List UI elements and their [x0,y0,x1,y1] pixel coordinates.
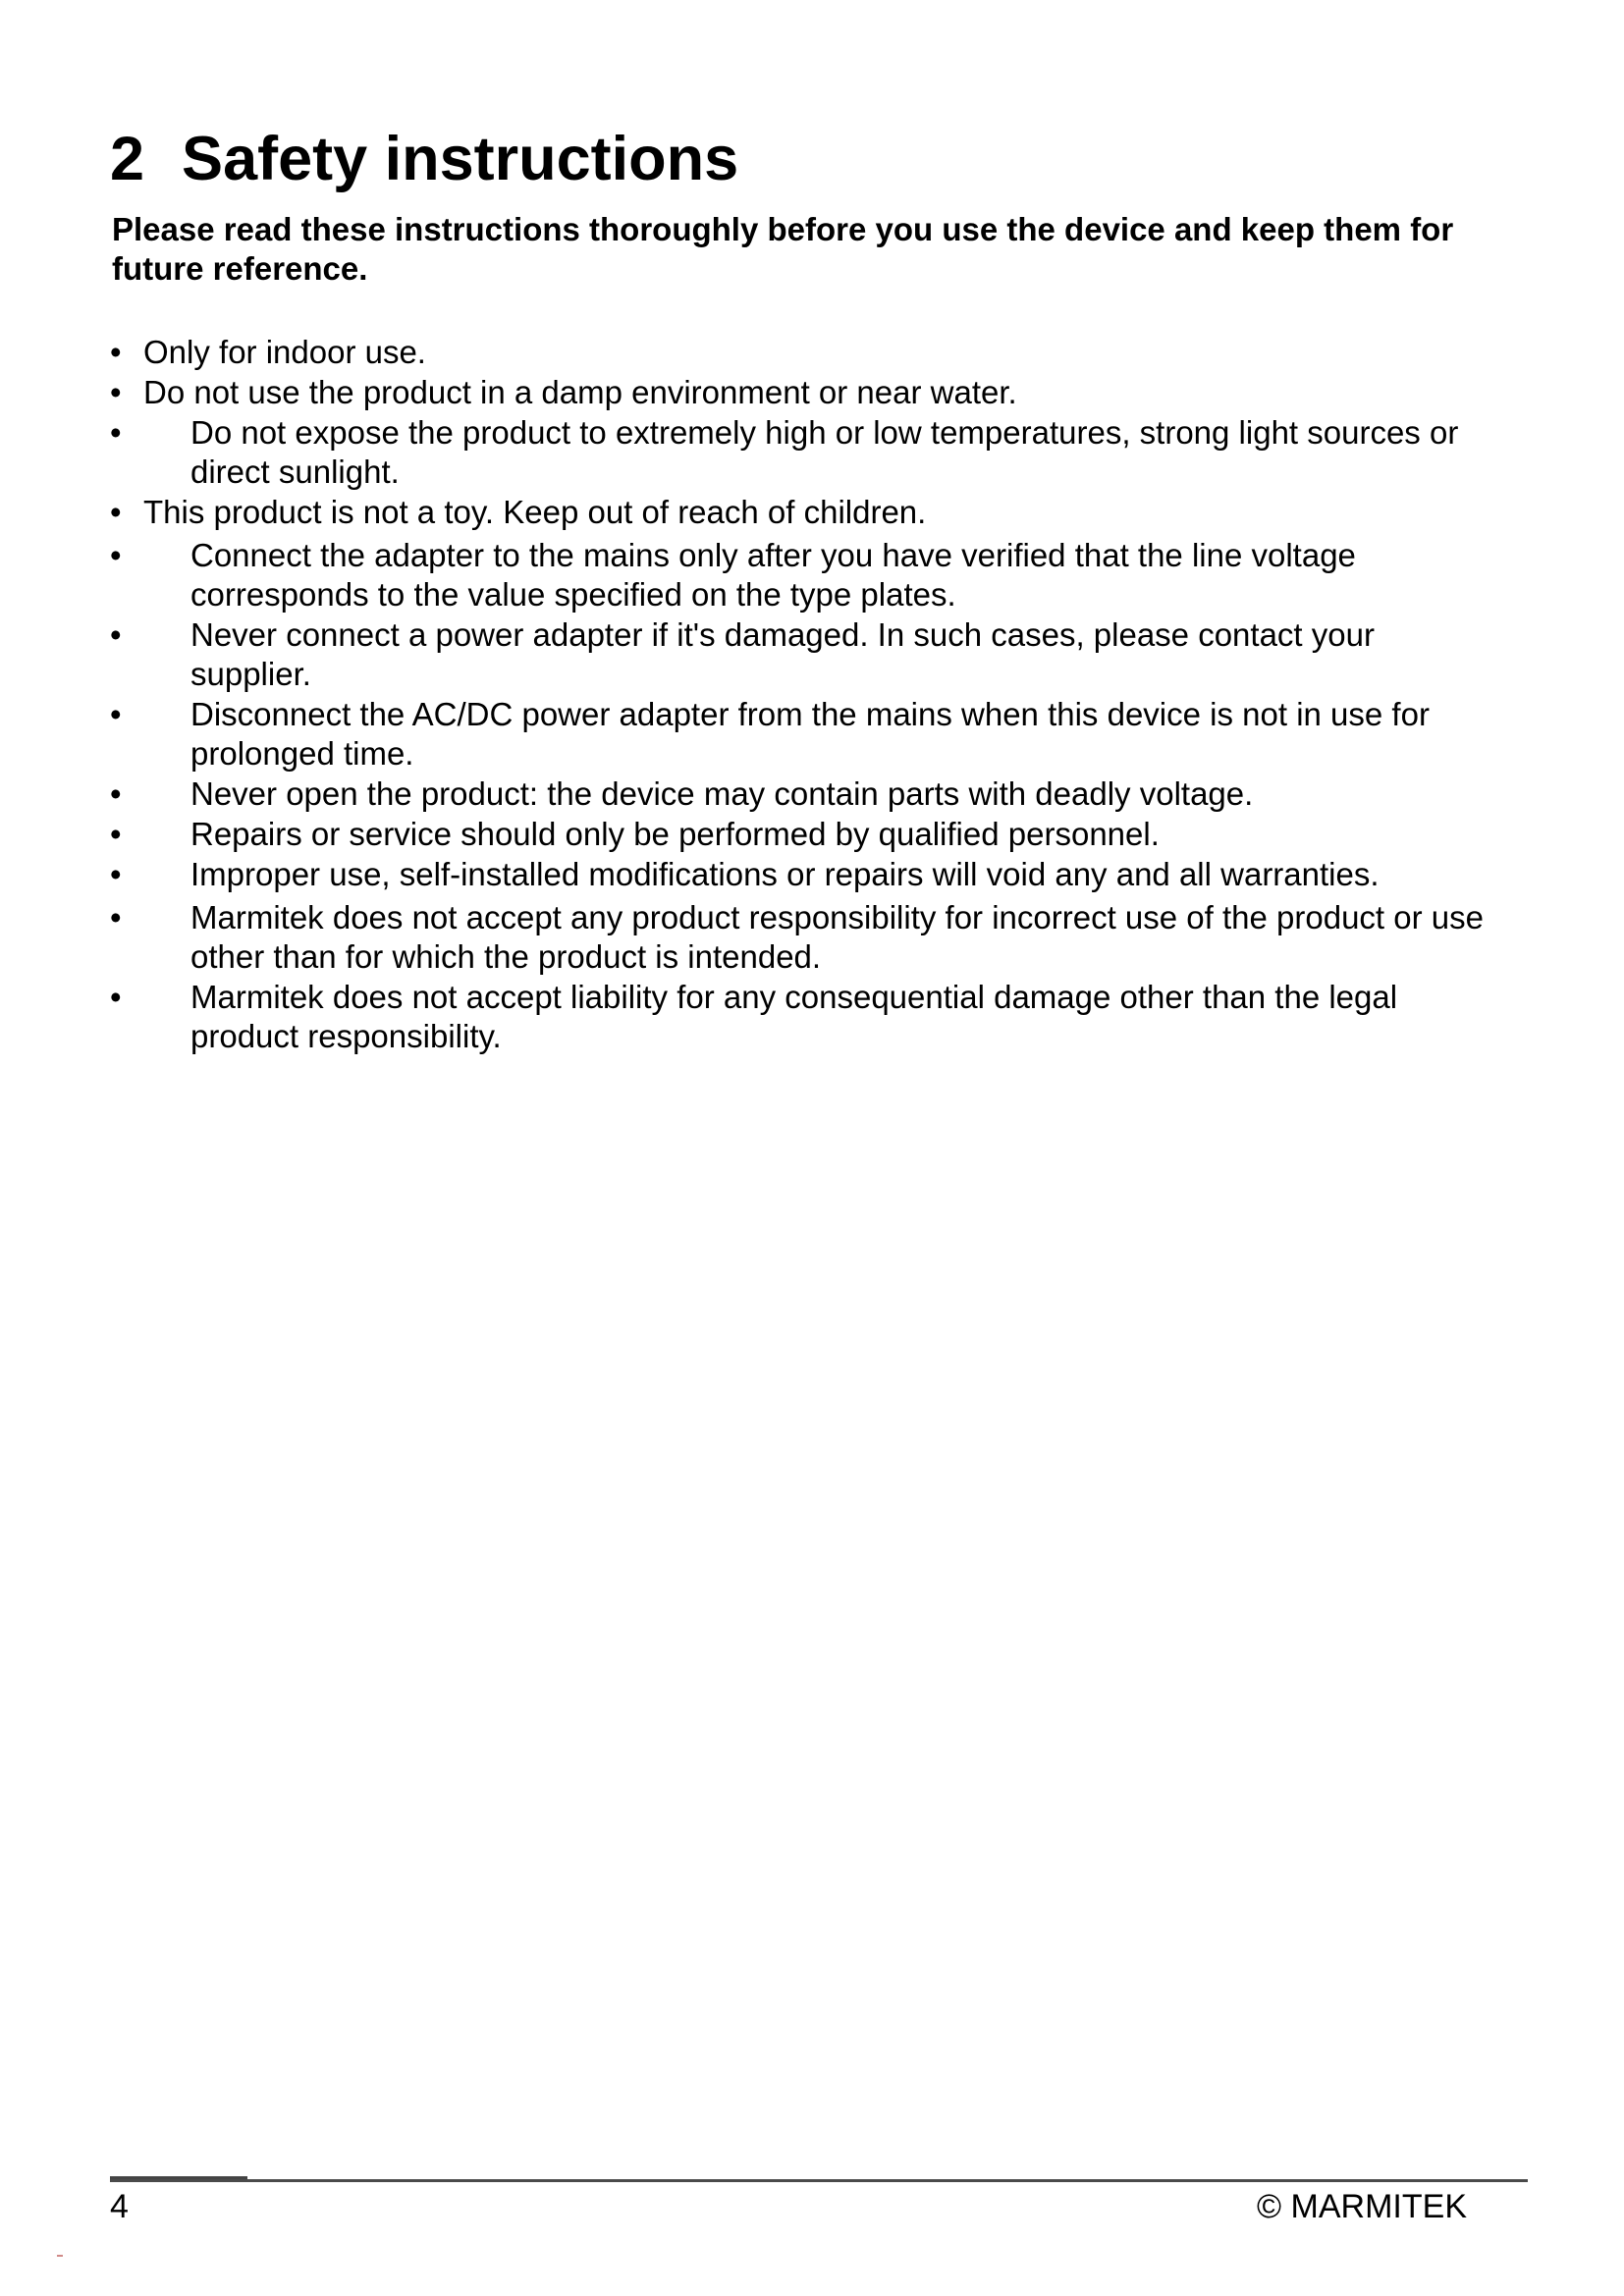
list-item-text: Do not expose the product to extremely high or low temperatures, strong light sources or direct sunlight. [190,414,1459,490]
section-number: 2 [110,125,145,193]
bullet-icon: • [110,414,122,451]
list-item [108,978,1502,1056]
bullet-icon: • [110,775,122,812]
list-item-text: Disconnect the AC/DC power adapter from the mains when this device is not in use for prolonged time. [190,696,1430,772]
list-item-text: Marmitek does not accept any product responsibility for incorrect use of the product or use other than for which the product is intended. [190,899,1484,975]
footer-divider [110,2179,1528,2182]
list-item [108,333,1502,372]
copyright-notice: © MARMITEK [1257,2188,1467,2225]
list-item-text: Improper use, self-installed modifications or repairs will void any and all warranties. [190,856,1380,892]
bullet-icon: • [110,616,122,653]
scan-speck [57,2255,63,2257]
page-number: 4 [110,2188,129,2225]
list-item-text: This product is not a toy. Keep out of reach of children. [143,494,927,530]
list-item [108,373,1502,412]
bullet-icon: • [110,856,122,892]
list-item [108,493,1502,532]
list-item-text: Connect the adapter to the mains only after you have verified that the line voltage corresponds to the value specified on the type plates. [190,537,1356,613]
list-item-text: Only for indoor use. [143,334,426,370]
list-item [108,615,1502,694]
list-item [108,536,1502,614]
bullet-icon: • [110,816,122,852]
section-title: Safety instructions [182,125,739,193]
list-item [108,815,1502,854]
intro-text: Please read these instructions thoroughly before you use the device and keep them for future reference. [112,211,1454,287]
list-item-text: Never open the product: the device may contain parts with deadly voltage. [190,775,1254,812]
bullet-icon: • [110,374,122,410]
bullet-icon: • [110,494,122,530]
list-item [108,774,1502,814]
bullet-icon: • [110,696,122,732]
list-item [108,855,1502,894]
list-item [108,695,1502,774]
list-item [108,413,1502,492]
bullet-icon: • [110,334,122,370]
safety-instructions-list [108,333,1502,1057]
list-item-text: Do not use the product in a damp environment or near water. [143,374,1017,410]
list-item-text: Repairs or service should only be performed by qualified personnel. [190,816,1160,852]
list-item-text: Never connect a power adapter if it's damaged. In such cases, please contact your supplier. [190,616,1375,692]
page-title [110,122,738,196]
bullet-icon: • [110,979,122,1015]
list-item-text: Marmitek does not accept liability for any consequential damage other than the legal product responsibility. [190,979,1398,1054]
bullet-icon: • [110,537,122,573]
list-item [108,898,1502,977]
bullet-icon: • [110,899,122,935]
